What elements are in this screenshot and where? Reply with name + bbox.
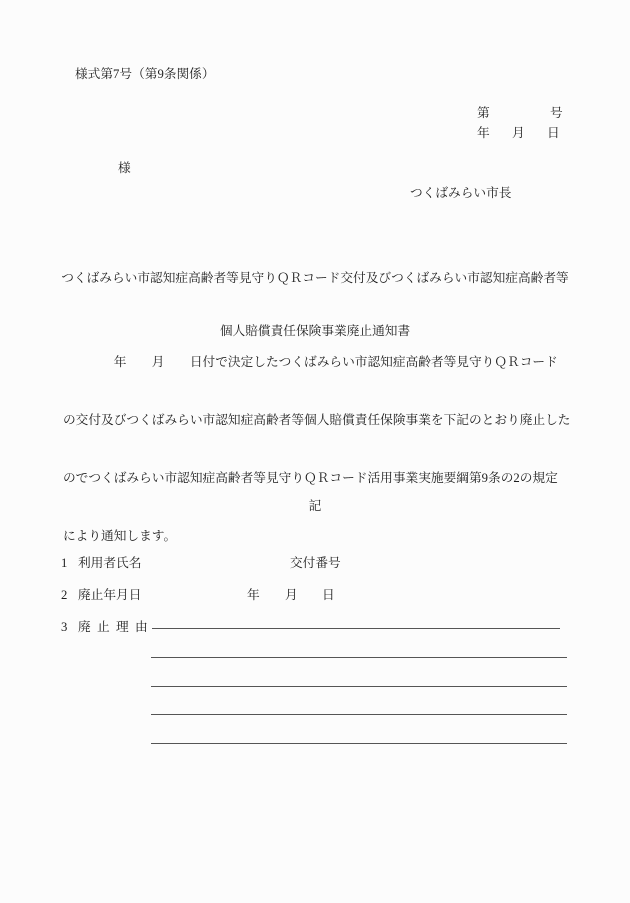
item1-number: 1 — [61, 556, 68, 570]
fill-in-line — [151, 657, 567, 658]
item2-year-label: 年 — [247, 588, 260, 602]
item2-label-abolition-date: 廃止年月日 — [78, 588, 142, 602]
document-title-line1: つくばみらい市認知症高齢者等見守りＱＲコード交付及びつくばみらい市認知症高齢者等 — [61, 271, 569, 285]
doc-number-prefix: 第 — [477, 106, 490, 120]
doc-number-suffix: 号 — [550, 106, 563, 120]
record-marker: 記 — [308, 499, 322, 513]
body-line4: により通知します。 — [63, 529, 177, 543]
body-line3: のでつくばみらい市認知症高齢者等見守りＱＲコード活用事業実施要綱第9条の2の規定 — [63, 471, 558, 485]
item2-month-label: 月 — [285, 588, 298, 602]
item2-number: 2 — [61, 588, 68, 602]
body-line2: の交付及びつくばみらい市認知症高齢者等個人賠償責任保険事業を下記のとおり廃止した — [63, 413, 571, 427]
issue-date-year-label: 年 — [477, 126, 490, 140]
issue-date-day-label: 日 — [547, 126, 560, 140]
item1-label-user-name: 利用者氏名 — [78, 556, 142, 570]
item2-day-label: 日 — [322, 588, 335, 602]
body-line1: 年 月 日付で決定したつくばみらい市認知症高齢者等見守りＱＲコード — [63, 355, 558, 369]
fill-in-line — [151, 686, 567, 687]
sender-title: つくばみらい市長 — [410, 186, 512, 200]
item3-label-abolition-reason: 廃止理由 — [78, 620, 154, 634]
item1-label-issue-number: 交付番号 — [290, 556, 341, 570]
document-title-line2: 個人賠償責任保険事業廃止通知書 — [219, 324, 411, 338]
addressee-honorific: 様 — [118, 161, 131, 175]
body-paragraph — [63, 318, 573, 580]
fill-in-line — [151, 714, 567, 715]
item3-number: 3 — [61, 620, 68, 634]
fill-in-line — [151, 743, 567, 744]
fill-in-line — [152, 628, 560, 629]
form-number: 様式第7号（第9条関係） — [75, 67, 215, 81]
issue-date-month-label: 月 — [512, 126, 525, 140]
